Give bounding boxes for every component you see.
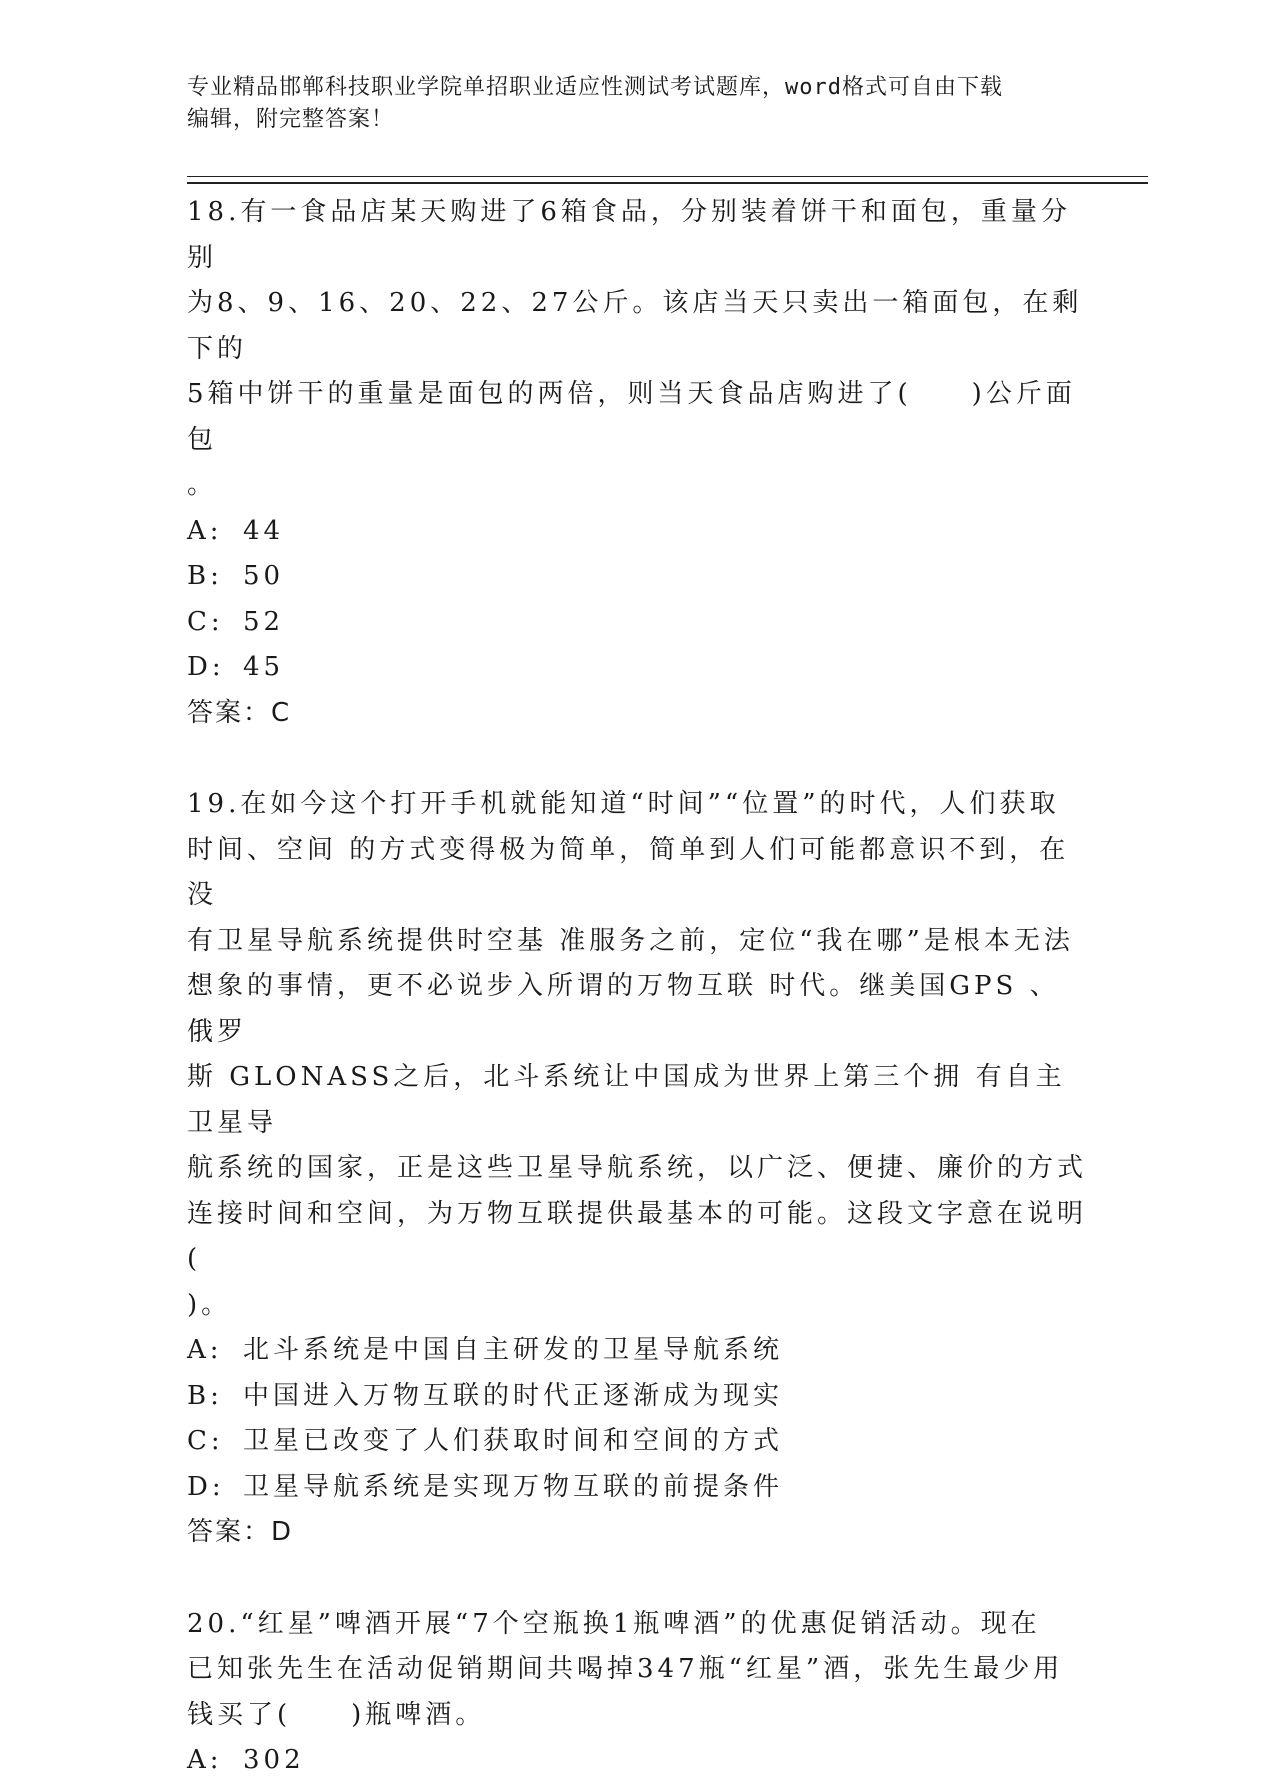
option-a [187, 1328, 1087, 1374]
question-19 [187, 782, 1087, 1556]
option-d [187, 1465, 1087, 1511]
option-key: D: [187, 652, 225, 682]
stem-line: 有卫星导航系统提供时空基 准服务之前，定位“我在哪”是根本无法 [187, 925, 1074, 956]
question-20 [187, 1602, 1087, 1784]
stem-line: )。 [187, 1289, 232, 1320]
answer: 答案：D [187, 1517, 294, 1547]
option-text: 44 [243, 515, 285, 546]
stem-line: 19.在如今这个打开手机就能知道“时间”“位置”的时代，人们获取 [187, 789, 1060, 819]
header-rule-thin [187, 176, 1148, 177]
stem-line: 。 [187, 470, 218, 500]
stem-line: 钱买了( )瓶啤酒。 [187, 1699, 486, 1730]
option-key: B: [187, 1380, 223, 1411]
option-text: 中国进入万物互联的时代正逐渐成为现实 [243, 1380, 784, 1411]
option-key: C: [187, 1426, 224, 1456]
option-key: C: [187, 606, 224, 637]
question-stem [187, 190, 1087, 509]
option-key: A: [187, 1745, 223, 1775]
stem-line: 20.“红星”啤酒开展“7个空瓶换1瓶啤酒”的优惠促销活动。现在 [187, 1608, 1041, 1639]
option-a [187, 509, 1087, 555]
option-text: 卫星导航系统是实现万物互联的前提条件 [243, 1471, 784, 1502]
option-key: D: [187, 1471, 225, 1502]
answer: 答案：C [187, 697, 292, 728]
option-key: A: [187, 1335, 223, 1365]
header-line-1: 专业精品邯郸科技职业学院单招职业适应性测试考试题库，word格式可自由下载 [187, 75, 1003, 100]
question-18 [187, 190, 1087, 736]
stem-line: 连接时间和空间，为万物互联提供最基本的可能。这段文字意在说明( [187, 1198, 1088, 1274]
question-stem [187, 782, 1087, 1328]
stem-line: 航系统的国家，正是这些卫星导航系统，以广泛、便捷、廉价的方式 [187, 1153, 1088, 1183]
option-d [187, 645, 1087, 691]
page-header [187, 72, 1087, 136]
header-rule-thick [187, 182, 1148, 184]
option-c [187, 600, 1087, 646]
question-stem [187, 1602, 1087, 1739]
option-text: 50 [243, 561, 285, 591]
stem-line: 5箱中饼干的重量是面包的两倍，则当天食品店购进了( )公斤面包 [187, 379, 1076, 455]
option-text: 302 [243, 1745, 305, 1775]
stem-line: 已知张先生在活动促销期间共喝掉347瓶“红星”酒，张先生最少用 [187, 1654, 1064, 1684]
stem-line: 为8、9、16、20、22、27公斤。该店当天只卖出一箱面包，在剩下的 [187, 288, 1083, 364]
stem-line: 想象的事情，更不必说步入所谓的万物互联 时代。继美国GPS 、俄罗 [187, 971, 1060, 1047]
option-c [187, 1419, 1087, 1465]
header-line-2: 编辑，附完整答案！ [187, 107, 395, 132]
stem-line: 18.有一食品店某天购进了6箱食品，分别装着饼干和面包，重量分别 [187, 197, 1071, 273]
option-text: 北斗系统是中国自主研发的卫星导航系统 [243, 1335, 784, 1365]
option-a [187, 1738, 1087, 1784]
option-text: 45 [243, 652, 285, 682]
spacer [187, 1556, 1087, 1602]
spacer [187, 736, 1087, 782]
option-b [187, 554, 1087, 600]
stem-line: 斯 GLONASS之后，北斗系统让中国成为世界上第三个拥 有自主卫星导 [187, 1062, 1066, 1138]
stem-line: 时间、空间 的方式变得极为简单，简单到人们可能都意识不到，在没 [187, 834, 1070, 910]
option-key: A: [187, 515, 223, 546]
option-key: B: [187, 561, 223, 591]
option-text: 卫星已改变了人们获取时间和空间的方式 [243, 1426, 784, 1456]
question-list [187, 190, 1087, 1784]
option-b [187, 1374, 1087, 1420]
option-text: 52 [243, 606, 285, 637]
